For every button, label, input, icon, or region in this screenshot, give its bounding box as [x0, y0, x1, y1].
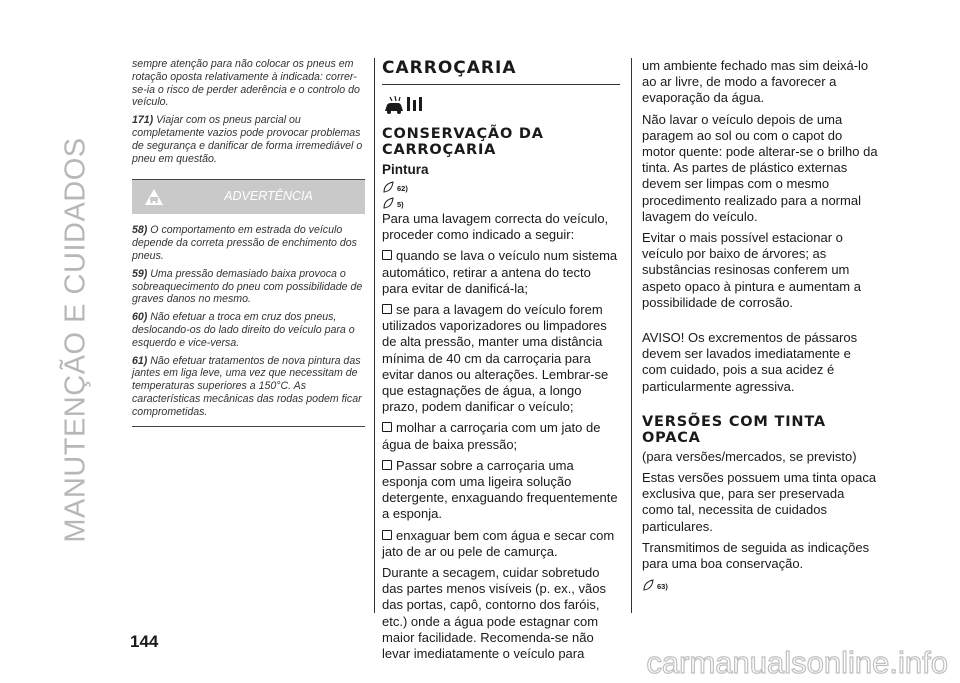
leaf-icon: [642, 579, 654, 591]
bullet-square-icon: [382, 460, 392, 470]
warning-header: [132, 180, 365, 214]
watermark: [560, 640, 950, 682]
bullet-square-icon: [382, 422, 392, 432]
bullet-item: [382, 420, 620, 452]
warning-title: ADVERTÊNCIA: [224, 189, 313, 204]
bullet-text: se para a lavagem do veículo forem utilizados vaporizadores ou limpadores de alta pressão, manter uma distância mínima de 40 cm da carroçaria para evitar danos ou alterações. Lembrar-se que estagnações de água, a longo prazo, podem danificar o veículo;: [382, 302, 609, 415]
bird-droppings-notice: AVISO! Os excrementos de pássaros devem ser lavados imediatamente e com cuidado, pois a sua acidez é particularmente agressiva.: [642, 330, 858, 394]
warning-number: 58): [132, 224, 148, 237]
warning-item: [132, 268, 365, 306]
bullet-item: [382, 528, 620, 560]
warning-item: [132, 224, 365, 262]
warning-text: Não efetuar tratamentos de nova pintura das jantes em liga leve, uma vez que necessitam de temperaturas superiores a 150°C. As características mecânicas das rodas podem ficar comprometidas.: [132, 354, 362, 418]
paragraph: Evitar o mais possível estacionar o veículo por baixo de árvores; as substâncias resinosas conferem um aspeto opaco à pintura e aumentam a possibilidade de corrosão.: [642, 230, 861, 310]
note-number: 171): [132, 114, 154, 127]
reference-number: 63): [657, 582, 668, 592]
subsection-heading: Pintura: [382, 162, 429, 177]
paragraph: Transmitimos de seguida as indicações para uma boa conservação.: [642, 539, 870, 572]
bullet-item: [382, 302, 620, 415]
warning-text: Uma pressão demasiado baixa provoca o sobreaquecimento do pneu com possibilidade de graves danos no mesmo.: [132, 267, 363, 306]
bullet-item: [382, 458, 620, 523]
bullet-square-icon: [382, 250, 392, 260]
column-middle: [382, 58, 620, 667]
paragraph: Não lavar o veículo depois de uma paragem ao sol ou com o capot do motor quente: pode alterar-se o brilho da tinta. As partes de plástico externas devem ser limpas com o mesmo procedimento realizado para a normal lavagem do veículo.: [642, 111, 878, 224]
car-wash-icon: [382, 95, 428, 115]
column-divider: [374, 58, 375, 613]
reference-note: [642, 577, 878, 591]
bullet-text: quando se lava o veículo num sistema automático, retirar a antena do tecto para evitar de danificá-la;: [382, 248, 618, 296]
reference-note: [382, 195, 620, 209]
leaf-icon: [382, 181, 394, 193]
leaf-icon: [382, 197, 394, 209]
section-heading: CONSERVAÇÃO DA CARROÇARIA: [382, 126, 544, 158]
warning-text: O comportamento em estrada do veículo depende da correta pressão de enchimento dos pneus.: [132, 224, 357, 262]
bullet-text: Passar sobre a carroçaria uma esponja com uma ligeira solução detergente, enxaguando frequentemente a esponja.: [382, 457, 618, 522]
paragraph: Estas versões possuem uma tinta opaca exclusiva que, para ser preservada como tal, necessita de cuidados particulares.: [642, 470, 877, 534]
page-number: 144: [130, 632, 159, 651]
note-text: Viajar com os pneus parcial ou completamente vazios pode provocar problemas de segurança e danificar de forma irremediável o pneu em questão.: [132, 114, 363, 165]
closing-paragraph: Durante a secagem, cuidar sobretudo das partes menos visíveis (p. ex., vãos das portas, capô, contorno dos faróis, etc.) onde a água pode estagnar com maior facilidade. Recomenda-se não levar imediatamente o veículo para: [382, 565, 606, 662]
paragraph: um ambiente fechado mas sim deixá-lo ao ar livre, de modo a favorecer a evaporação da água.: [642, 58, 869, 106]
watermark-text: carmanualsonline.info: [646, 645, 948, 680]
warning-body: [132, 214, 365, 425]
reference-note: [382, 179, 620, 193]
bullet-square-icon: [382, 304, 392, 314]
chapter-heading: CARROÇARIA: [382, 58, 517, 78]
column-right: [642, 58, 878, 593]
side-chapter-title: MANUTENÇÃO E CUIDADOS: [59, 137, 92, 543]
intro-text: sempre atenção para não colocar os pneus em rotação oposta relativamente à indicada: correr-se-ia o risco de perder aderência e o controlo do veículo.: [132, 58, 360, 109]
warning-text: Não efetuar a troca em cruz dos pneus, deslocando-os do lado direito do veículo para o esquerdo e vice-versa.: [132, 311, 355, 349]
note-171: [132, 114, 365, 165]
bullet-square-icon: [382, 530, 392, 540]
section-heading: VERSÕES COM TINTA OPACA: [642, 413, 826, 446]
warning-number: 60): [132, 311, 148, 324]
warning-number: 59): [132, 267, 148, 280]
warning-item: [132, 355, 365, 419]
column-divider: [631, 58, 632, 613]
bullet-text: enxaguar bem com água e secar com jato de ar ou pele de camurça.: [382, 527, 615, 559]
warning-item: [132, 311, 365, 349]
reference-number: 5): [397, 200, 404, 209]
reference-number: 62): [397, 184, 408, 193]
warning-number: 61): [132, 354, 148, 367]
bullet-item: [382, 248, 620, 297]
intro-paragraph: Para uma lavagem correcta do veículo, proceder como indicado a seguir:: [382, 211, 609, 243]
column-left: [132, 58, 365, 427]
warning-box: [132, 179, 365, 426]
heading-rule: [382, 84, 620, 85]
applicability-note: (para versões/mercados, se previsto): [642, 448, 857, 464]
bullet-text: molhar a carroçaria com um jato de água de baixa pressão;: [382, 420, 601, 452]
